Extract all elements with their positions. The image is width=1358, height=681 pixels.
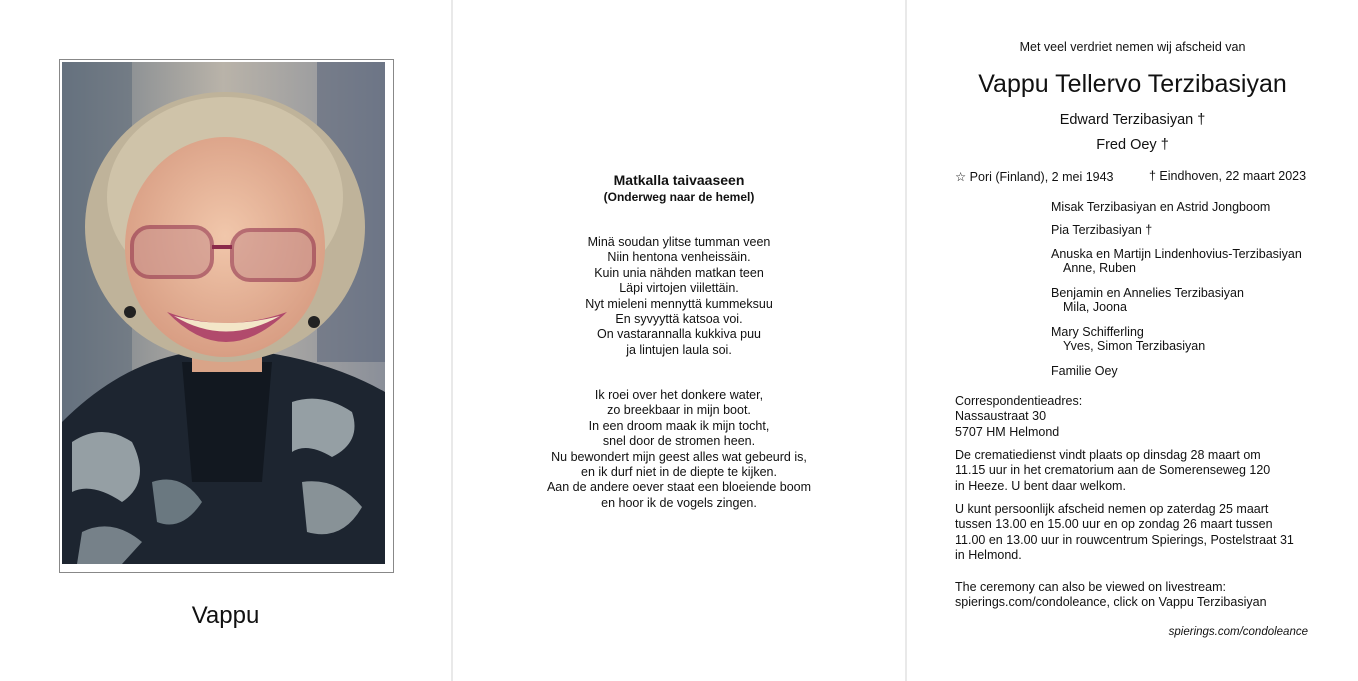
family-member: Familie Oey [1051, 364, 1118, 378]
poem-line: Niin hentona venheissäin. [607, 250, 751, 265]
address-line: 5707 HM Helmond [955, 424, 1060, 439]
poem-line: Nyt mieleni mennyttä kummeksuu [585, 296, 773, 311]
family-member: Benjamin en Annelies Terzibasiyan [1051, 286, 1244, 300]
text-line: The ceremony can also be viewed on livestream: [955, 580, 1226, 594]
family-member: Pia Terzibasiyan † [1051, 223, 1153, 237]
poem-line: snel door de stromen heen. [602, 434, 756, 449]
grandchildren: Yves, Simon Terzibasiyan [1063, 339, 1206, 353]
family-group [1051, 286, 1244, 314]
family-member: Anuska en Martijn Lindenhovius-Terzibasiyan [1051, 247, 1302, 261]
portrait-frame [59, 59, 394, 573]
poem-line: Nu bewondert mijn geest alles wat gebeurd is, [551, 449, 807, 464]
poem-line: In een droom maak ik mijn tocht, [588, 418, 770, 433]
notice-panel [907, 0, 1358, 681]
poem-stanza-dutch [453, 388, 905, 511]
poem-panel [453, 0, 905, 681]
grandchildren: Mila, Joona [1063, 300, 1127, 314]
text-line: U kunt persoonlijk afscheid nemen op zaterdag 25 maart [955, 502, 1269, 516]
text-line: 11.15 uur in het crematorium aan de Somerenseweg 120 [955, 463, 1271, 478]
poem-line: en hoor ik de vogels zingen. [601, 495, 757, 510]
poem-line: Läpi virtojen viilettäin. [619, 281, 739, 296]
poem-line: zo breekbaar in mijn boot. [607, 403, 751, 418]
text-line: De crematiedienst vindt plaats op dinsdag 28 maart om [955, 448, 1261, 462]
birth-info: ☆ Pori (Finland), 2 mei 1943 [955, 170, 1114, 184]
photo-panel [0, 0, 451, 681]
farewell-info [955, 502, 1294, 564]
poem-subtitle: (Onderweg naar de hemel) [603, 190, 755, 204]
death-info: † Eindhoven, 22 maart 2023 [1149, 169, 1307, 183]
website-link[interactable]: spierings.com/condoleance [1168, 626, 1308, 638]
poem-stanza-finnish [453, 235, 905, 358]
poem-line: Ik roei over het donkere water, [594, 388, 764, 402]
portrait-caption: Vappu [191, 602, 260, 629]
family-group [1051, 247, 1302, 275]
notice-intro: Met veel verdriet nemen wij afscheid van [1019, 40, 1246, 54]
poem-line: Kuin unia nähden matkan teen [594, 265, 764, 280]
livestream-info [955, 580, 1267, 611]
poem-line: En syvyyttä katsoa voi. [615, 312, 743, 327]
poem-line: Minä soudan ylitse tumman veen [587, 235, 771, 249]
text-line: in Helmond. [955, 548, 1022, 563]
poem-line: Aan de andere oever staat een bloeiende boom [546, 480, 812, 495]
family-member: Misak Terzibasiyan en Astrid Jongboom [1051, 200, 1271, 214]
poem-line: ja lintujen laula soi. [626, 342, 732, 357]
deceased-name: Vappu Tellervo Terzibasiyan [978, 70, 1287, 98]
spouse-name: Fred Oey † [1096, 137, 1169, 153]
poem-title: Matkalla taivaaseen [613, 172, 745, 188]
text-line: spierings.com/condoleance, click on Vappu Terzibasiyan [955, 595, 1267, 610]
portrait-illustration [62, 62, 385, 564]
family-member: Mary Schifferling [1051, 325, 1144, 339]
portrait-photo [62, 62, 391, 570]
address-line: Correspondentieadres: [955, 394, 1083, 408]
grandchildren: Anne, Ruben [1063, 261, 1136, 275]
text-line: 11.00 en 13.00 uur in rouwcentrum Spierings, Postelstraat 31 [955, 532, 1294, 547]
poem-line: en ik durf niet in de diepte te kijken. [581, 465, 777, 480]
family-group [1051, 325, 1205, 353]
spouse-name: Edward Terzibasiyan † [1059, 112, 1206, 128]
address-line: Nassaustraat 30 [955, 409, 1047, 424]
text-line: in Heeze. U bent daar welkom. [955, 478, 1126, 493]
correspondence-address [955, 394, 1082, 440]
poem-line: On vastarannalla kukkiva puu [597, 327, 761, 342]
cremation-info [955, 448, 1270, 494]
text-line: tussen 13.00 en 15.00 uur en op zondag 26 maart tussen [955, 517, 1273, 532]
